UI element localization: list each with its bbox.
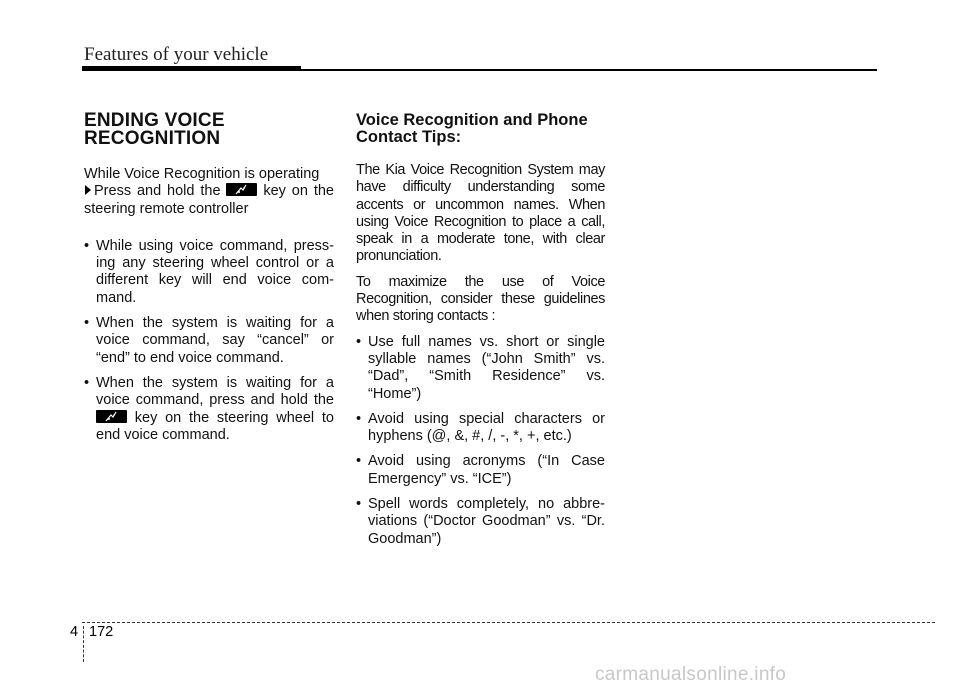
step-text-before: Press and hold the xyxy=(94,183,221,200)
intro-text: While Voice Recognition is operating xyxy=(84,166,320,182)
list-item: • Avoid using special characters or hyphens (@, &, #, /, -, *, +, etc.) xyxy=(356,410,605,445)
page-number: 172 xyxy=(89,624,114,640)
right-column xyxy=(356,112,605,556)
heading-line-1: Voice Recognition and Phone xyxy=(356,111,588,129)
footer-divider xyxy=(83,626,84,662)
voice-recognition-key-icon xyxy=(96,410,127,423)
tips-paragraph-1: The Kia Voice Recognition System may have difficulty understanding some accents or uncommon names. When using Voice Recognition to place a call, speak in a moderate tone, with clear pronunciation. xyxy=(356,162,605,265)
list-item: • When the system is waiting for a voice command, say “cancel” or “end” to end voice command. xyxy=(84,315,334,366)
ending-bullets xyxy=(84,238,334,444)
header-rule-thin xyxy=(301,69,877,71)
tips-paragraph-2: To maximize the use of Voice Recognition, consider these guidelines when storing contacts : xyxy=(356,273,605,325)
heading-line-2: RECOGNITION xyxy=(84,128,221,149)
heading-line-1: ENDING VOICE xyxy=(84,110,225,131)
section-heading-ending-voice xyxy=(84,112,334,148)
heading-line-2: Contact Tips: xyxy=(356,128,462,146)
list-item: • Avoid using acronyms (“In Case Emergency” vs. “ICE”) xyxy=(356,453,605,487)
step-text-after: key on the steering remote controller xyxy=(84,183,334,217)
tips-bullets xyxy=(356,334,605,548)
section-heading-tips xyxy=(356,112,605,146)
list-item: • While using voice command, press-ing any steering wheel control or a different key will end voice com-mand. xyxy=(84,237,334,306)
watermark: carmanualsonline.info xyxy=(595,664,787,685)
chapter-number: 4 xyxy=(70,624,79,640)
bullet-text-before-key: When the system is waiting for a voice command, press and hold the xyxy=(96,374,334,409)
left-column xyxy=(84,112,334,452)
list-item: • Use full names vs. short or single syllable names (“John Smith” vs. “Dad”, “Smith Residence” vs. “Home”) xyxy=(356,333,605,402)
footer-rule xyxy=(82,622,935,623)
header-title: Features of your vehicle xyxy=(84,44,269,65)
right-triangle-icon xyxy=(85,185,91,195)
procedure-step xyxy=(84,183,334,218)
list-item: • Spell words completely, no abbre-viations (“Doctor Goodman” vs. “Dr. Goodman”) xyxy=(356,496,605,547)
bullet-text-after-key: key on the steering wheel to end voice command. xyxy=(96,409,334,443)
voice-recognition-key-icon xyxy=(226,183,257,196)
header-rule-thick xyxy=(82,66,301,71)
list-item: • When the system is waiting for a voice command, press and hold the key on the steering wheel to end voice command. xyxy=(84,374,334,443)
